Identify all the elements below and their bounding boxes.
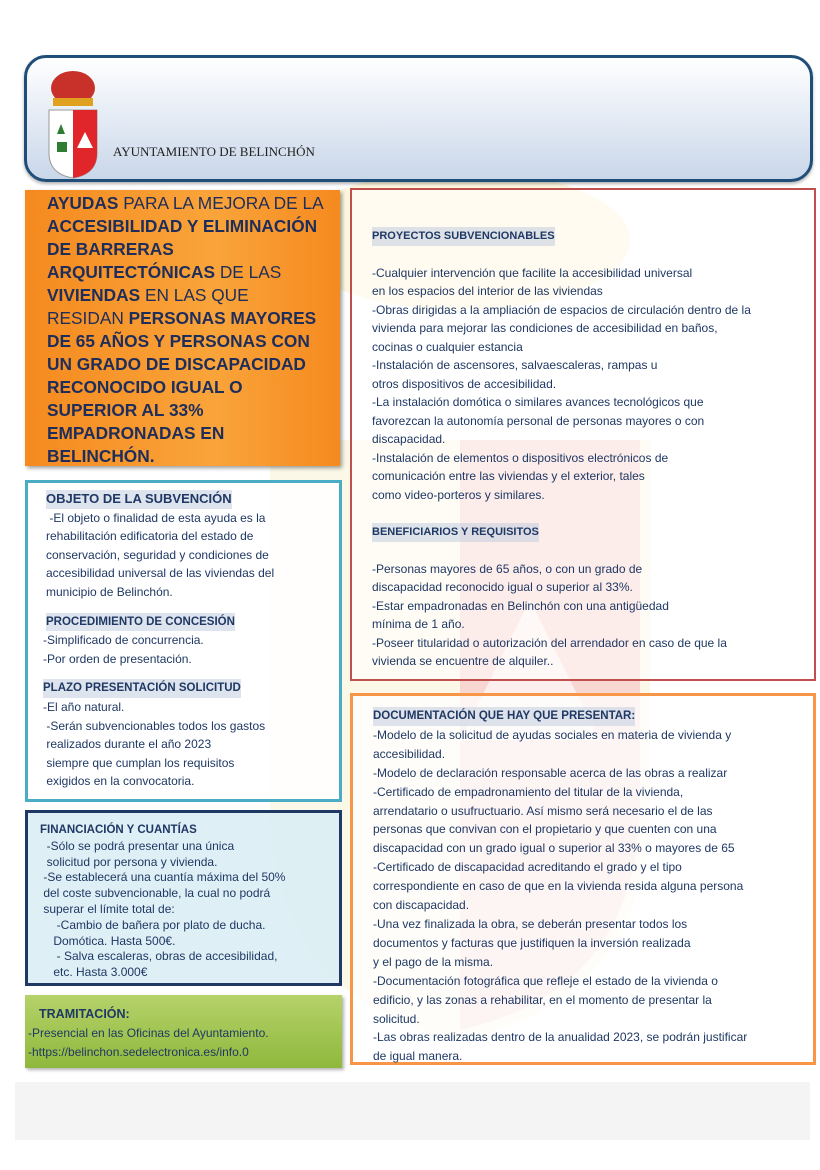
- documentacion-line: arrendatario o usufructuario. Así mismo será necesario el de las: [373, 803, 713, 818]
- plazo-line: exigidos en la convocatoria.: [43, 774, 195, 789]
- proyecto-line: como video-porteros y similares.: [372, 487, 545, 502]
- title-line: [47, 376, 340, 399]
- title-segment: EMPADRONADAS EN: [47, 423, 225, 443]
- title-line: [47, 353, 340, 376]
- objeto-heading: OBJETO DE LA SUBVENCIÓN: [46, 490, 232, 509]
- title-segment: VIVIENDAS: [47, 285, 141, 305]
- documentacion-line: -Documentación fotográfica que refleje el estado de la vivienda o: [373, 973, 718, 988]
- documentacion-line: accesibilidad.: [373, 746, 446, 761]
- documentacion-line: personas que convivan con el propietario y que cuenten con una: [373, 822, 717, 837]
- financiacion-heading: FINANCIACIÓN Y CUANTÍAS: [40, 824, 197, 836]
- documentacion-line: -Las obras realizadas dentro de la anualidad 2023, se podrán justificar: [373, 1030, 748, 1045]
- beneficiario-line: -Personas mayores de 65 años, o con un grado de: [372, 561, 643, 576]
- title-segment: EN LAS QUE: [140, 285, 249, 305]
- title-segment: AYUDAS: [47, 193, 119, 213]
- objeto-line: -El objeto o finalidad de esta ayuda es la: [46, 510, 266, 525]
- proyecto-line: -La instalación domótica o similares avances tecnológicos que: [372, 395, 704, 409]
- financiacion-line: superar el límite total de:: [40, 901, 175, 916]
- plazo-line: -El año natural.: [43, 699, 125, 714]
- proyecto-line: comunicación entre las viviendas y el exterior, tales: [372, 469, 645, 483]
- financiacion-line: -Se establecerá una cuantía máxima del 50%: [40, 870, 286, 885]
- tramitacion-heading: TRAMITACIÓN:: [39, 1007, 130, 1021]
- plazo-line: realizados durante el año 2023: [43, 737, 212, 752]
- municipal-shield-logo: [43, 68, 103, 180]
- beneficiario-line: mínima de 1 año.: [372, 617, 465, 631]
- objeto-section: [25, 480, 342, 802]
- documentacion-line: discapacidad con un grado igual o superior al 33% o mayores de 65: [373, 841, 735, 856]
- title-segment: SUPERIOR AL 33%: [47, 400, 204, 420]
- proyecto-line: -Obras dirigidas a la ampliación de espacios de circulación dentro de la: [372, 302, 751, 317]
- title-segment: PARA LA MEJORA DE LA: [118, 193, 324, 213]
- procedimiento-line: -Simplificado de concurrencia.: [43, 633, 204, 648]
- title-segment: RESIDAN: [47, 308, 129, 328]
- beneficiario-line: discapacidad reconocido igual o superior al 33%.: [372, 580, 633, 594]
- proyecto-line: cocinas o cualquier estancia: [372, 339, 523, 354]
- documentacion-line: -Modelo de la solicitud de ayudas sociales en materia de vivienda y: [373, 727, 732, 742]
- plazo-heading: PLAZO PRESENTACIÓN SOLICITUD: [43, 679, 241, 698]
- documentacion-line: -Certificado de empadronamiento del titular de la vivienda,: [373, 784, 684, 799]
- objeto-line: municipio de Belinchón.: [46, 584, 173, 599]
- documentacion-heading: DOCUMENTACIÓN QUE HAY QUE PRESENTAR:: [373, 707, 635, 726]
- title-line: [47, 238, 340, 261]
- objeto-line: rehabilitación edificatoria del estado de: [46, 529, 254, 544]
- org-name: AYUNTAMIENTO DE BELINCHÓN: [113, 144, 315, 159]
- proyecto-line: -Instalación de ascensores, salvaescaleras, rampas u: [372, 358, 658, 372]
- title-line: [47, 399, 340, 422]
- documentacion-line: edificio, y las zonas a rehabilitar, en el momento de presentar la: [373, 992, 712, 1007]
- documentacion-line: de igual manera.: [373, 1049, 463, 1064]
- documentacion-line: solicitud.: [373, 1011, 420, 1026]
- proyectos-heading: PROYECTOS SUBVENCIONABLES: [372, 227, 555, 246]
- header-banner: [24, 55, 813, 182]
- proyecto-line: en los espacios del interior de las viviendas: [372, 284, 603, 298]
- documentacion-line: -Certificado de discapacidad acreditando el grado y el tipo: [373, 860, 682, 875]
- documentacion-line: -Una vez finalizada la obra, se deberán presentar todos los: [373, 916, 688, 931]
- proyecto-line: -Cualquier intervención que facilite la accesibilidad universal: [372, 265, 693, 280]
- title-segment: PERSONAS MAYORES: [128, 308, 317, 328]
- financiacion-line: -Sólo se podrá presentar una única: [40, 838, 235, 853]
- title-line: [47, 215, 340, 238]
- documentacion-line: -Modelo de declaración responsable acerca de las obras a realizar: [373, 765, 728, 780]
- proyecto-line: discapacidad.: [372, 432, 446, 446]
- proyectos-section: [350, 188, 816, 681]
- title-line: [47, 284, 340, 307]
- title-segment: DE BARRERAS: [47, 239, 174, 259]
- documentacion-section: [350, 693, 816, 1065]
- objeto-line: accesibilidad universal de las viviendas del: [46, 566, 275, 581]
- documentacion-line: con discapacidad.: [373, 898, 470, 913]
- procedimiento-heading: PROCEDIMIENTO DE CONCESIÓN: [46, 613, 235, 632]
- financiacion-line: - Salva escaleras, obras de accesibilidad,: [40, 949, 278, 964]
- title-line: [47, 445, 340, 468]
- title-line: [47, 330, 340, 353]
- title-segment: DE LAS: [215, 262, 282, 282]
- financiacion-line: del coste subvencionable, la cual no podrá: [40, 886, 271, 901]
- proyecto-line: vivienda para mejorar las condiciones de accesibilidad en baños,: [372, 321, 718, 335]
- main-title: [25, 190, 340, 466]
- financiacion-section: [25, 810, 342, 986]
- documentacion-line: documentos y facturas que justifiquen la inversión realizada: [373, 935, 691, 950]
- title-segment: UN GRADO DE DISCAPACIDAD: [47, 354, 306, 374]
- title-segment: ACCESIBILIDAD Y ELIMINACIÓN: [47, 216, 318, 236]
- beneficiario-line: -Poseer titularidad o autorización del arrendador en caso de que la: [372, 635, 727, 650]
- plazo-line: -Serán subvencionables todos los gastos: [43, 718, 266, 733]
- title-segment: DE 65 AÑOS Y PERSONAS CON: [47, 331, 310, 351]
- tramitacion-section: [25, 995, 342, 1068]
- documentacion-line: y el pago de la misma.: [373, 954, 494, 969]
- objeto-line: conservación, seguridad y condiciones de: [46, 547, 269, 562]
- title-line: [47, 192, 340, 215]
- title-segment: BELINCHÓN.: [47, 446, 155, 466]
- beneficiario-line: -Estar empadronadas en Belinchón con una antigüedad: [372, 598, 669, 613]
- title-line: [47, 261, 340, 284]
- proyecto-line: -Instalación de elementos o dispositivos electrónicos de: [372, 450, 669, 465]
- beneficiario-line: vivienda se encuentre de alquiler..: [372, 654, 554, 668]
- tramitacion-line: -Presencial en las Oficinas del Ayuntamiento.: [28, 1026, 269, 1040]
- tramitacion-line: -https://belinchon.sedelectronica.es/info.0: [28, 1045, 249, 1059]
- title-line: [47, 307, 340, 330]
- footer-band: [15, 1082, 810, 1140]
- financiacion-line: -Cambio de bañera por plato de ducha.: [40, 917, 266, 932]
- title-line: [47, 422, 340, 445]
- financiacion-line: Domótica. Hasta 500€.: [40, 933, 176, 948]
- financiacion-line: solicitud por persona y vivienda.: [40, 854, 218, 869]
- documentacion-line: correspondiente en caso de que en la vivienda resida alguna persona: [373, 879, 744, 894]
- title-segment: ARQUITECTÓNICAS: [47, 262, 216, 282]
- beneficiarios-heading: BENEFICIARIOS Y REQUISITOS: [372, 523, 539, 542]
- plazo-line: siempre que cumplan los requisitos: [43, 755, 235, 770]
- financiacion-line: etc. Hasta 3.000€: [40, 965, 148, 980]
- proyecto-line: otros dispositivos de accesibilidad.: [372, 376, 557, 391]
- title-segment: RECONOCIDO IGUAL O: [47, 377, 243, 397]
- proyecto-line: favorezcan la autonomía personal de personas mayores o con: [372, 413, 705, 428]
- procedimiento-line: -Por orden de presentación.: [43, 651, 192, 666]
